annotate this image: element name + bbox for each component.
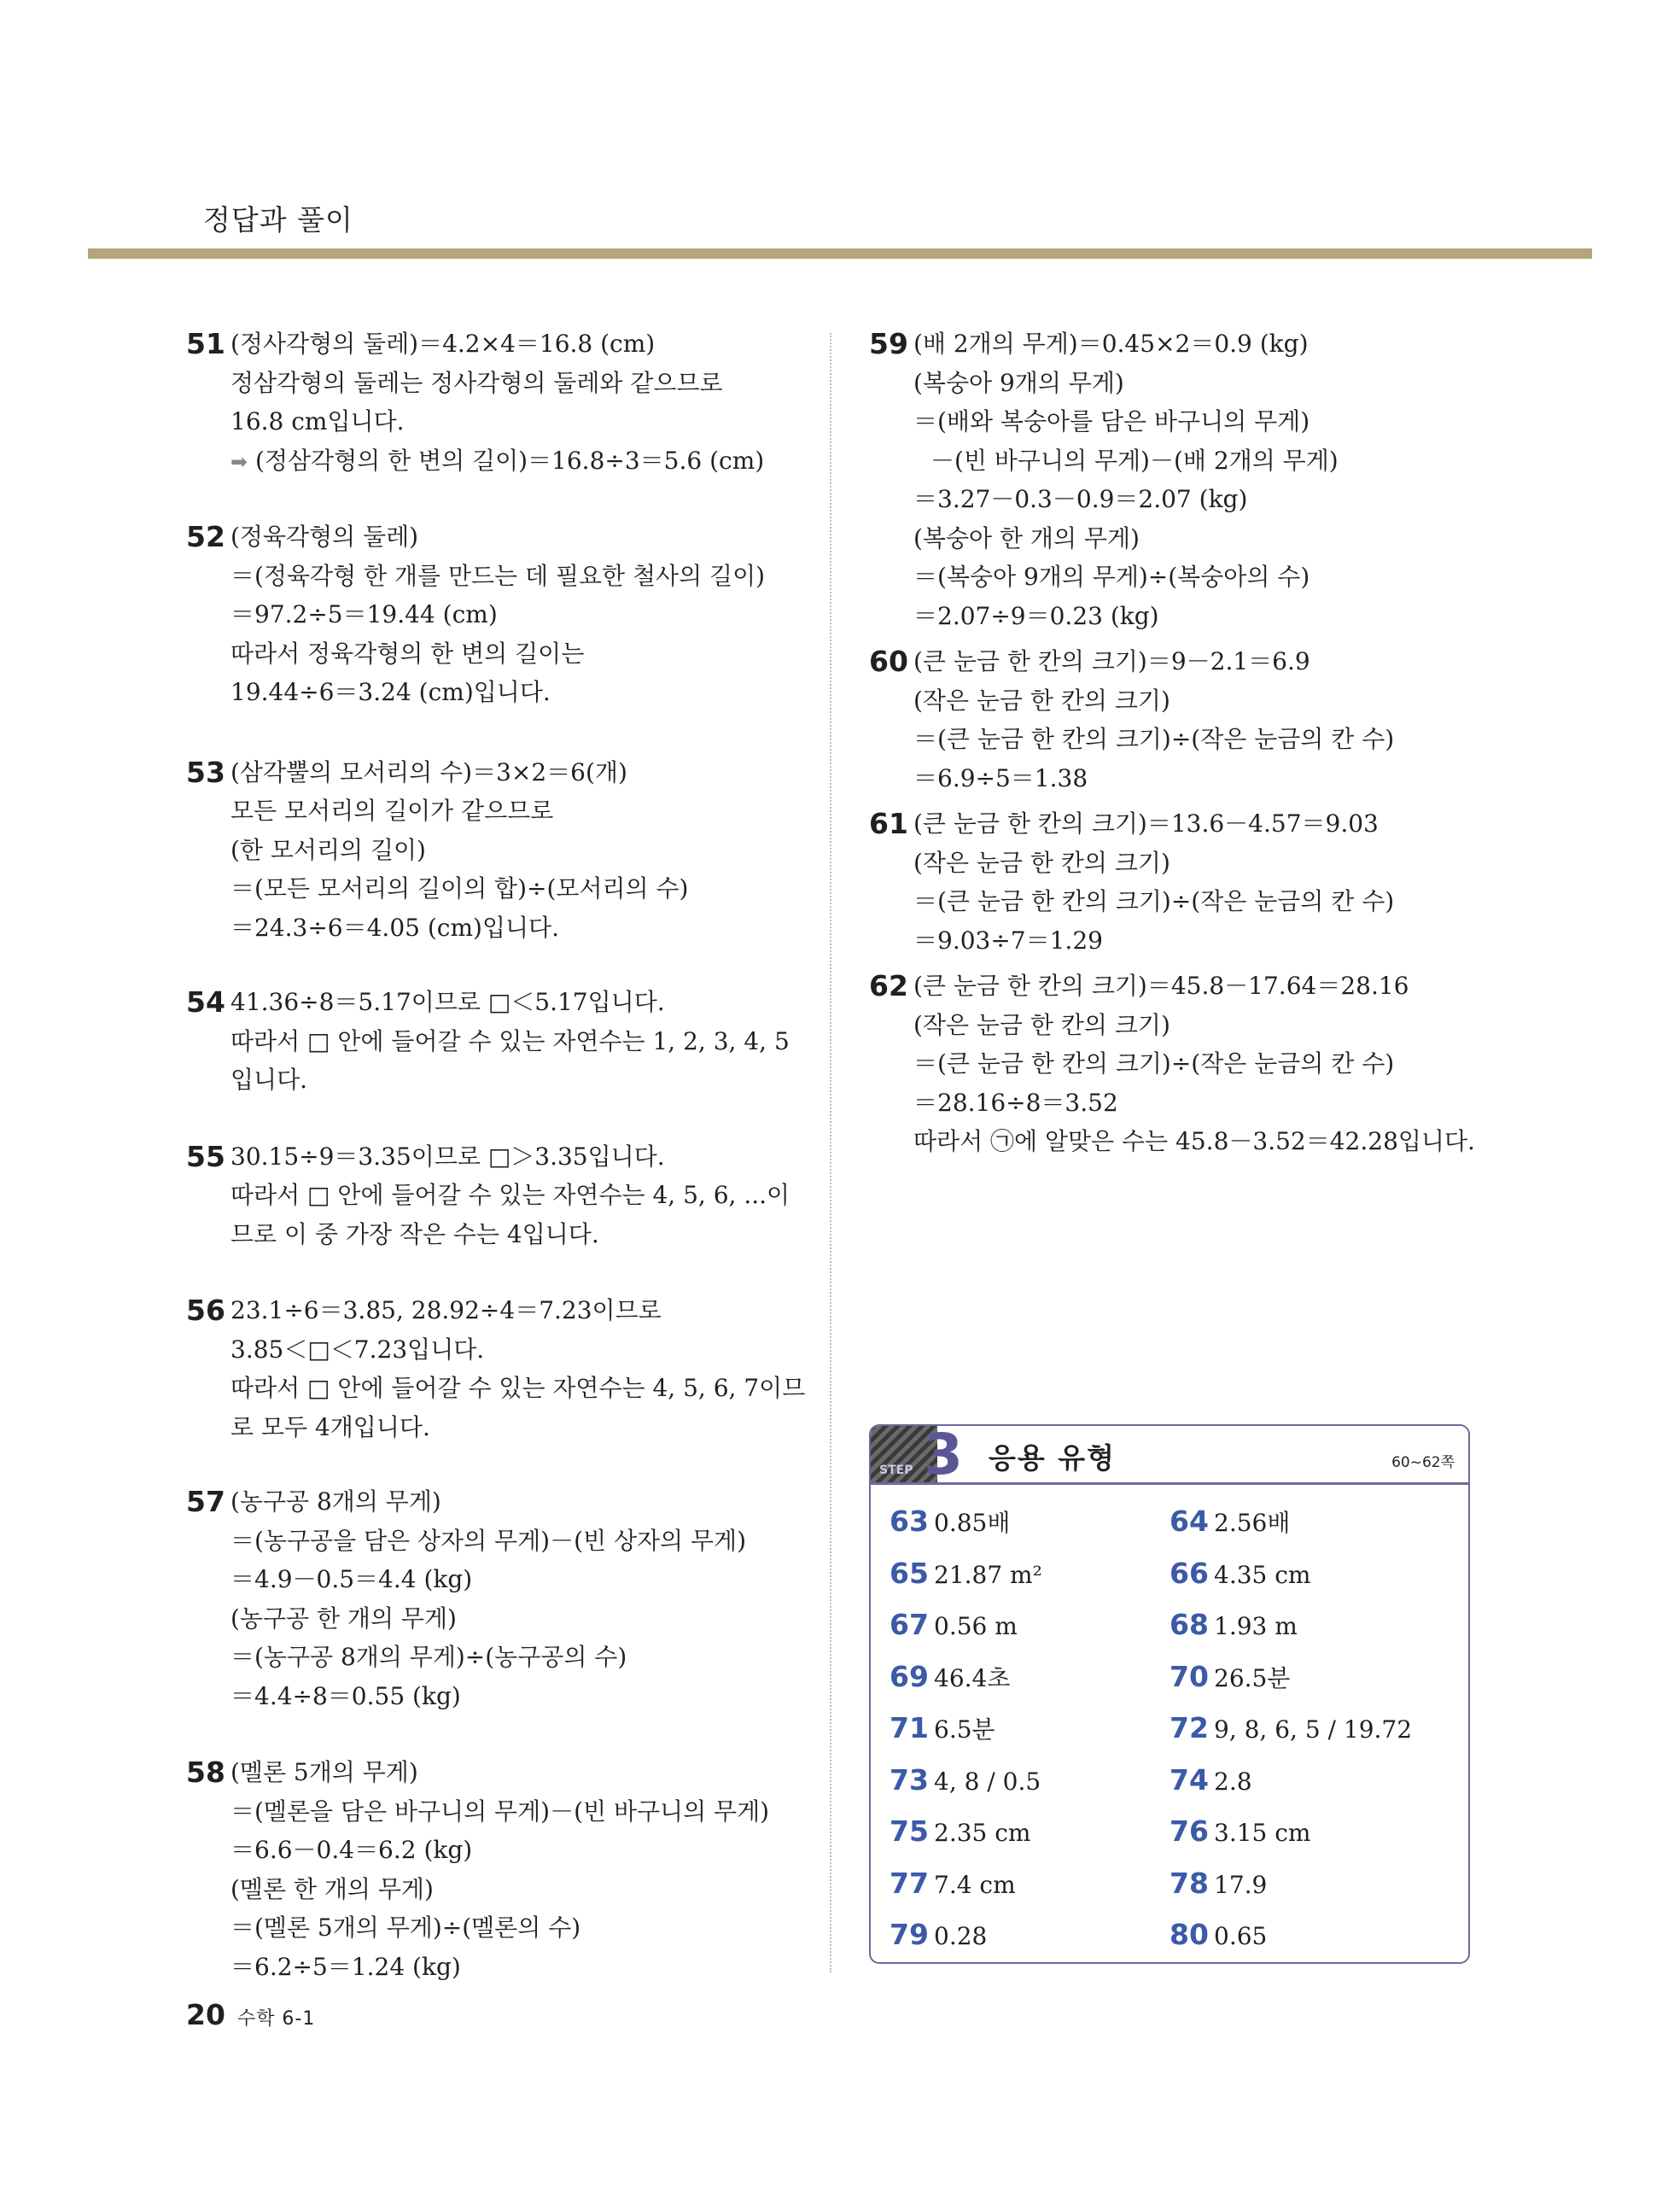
column-divider	[830, 333, 831, 1972]
problem-56	[186, 1291, 818, 1446]
solution-line: ＝(복숭아 9개의 무게)÷(복숭아의 수)	[913, 563, 1310, 591]
problem-number: 61	[869, 807, 908, 840]
section-title: 정답과 풀이	[203, 203, 353, 237]
answer-row	[890, 1709, 1453, 1762]
answer-item	[1170, 1503, 1290, 1542]
answer-value: 2.35 cm	[934, 1819, 1031, 1847]
answer-number: 66	[1170, 1556, 1209, 1590]
answer-value: 0.65	[1214, 1922, 1268, 1950]
solution-line: (작은 눈금 한 칸의 크기)	[913, 686, 1170, 715]
answer-number: 68	[1170, 1608, 1209, 1641]
answer-item	[1170, 1865, 1267, 1904]
solution-line: (농구공 8개의 무게)	[230, 1487, 441, 1516]
solution-line: 3.85＜□＜7.23입니다.	[230, 1335, 485, 1364]
solution-line: 모든 모서리의 길이가 같으므로	[230, 797, 554, 825]
answer-row	[890, 1555, 1453, 1607]
answer-value: 2.56배	[1214, 1509, 1291, 1537]
answer-value: 4.35 cm	[1214, 1560, 1311, 1589]
answer-item	[1170, 1658, 1290, 1697]
problem-60	[869, 642, 1501, 798]
solution-line: 따라서 □ 안에 들어갈 수 있는 자연수는 4, 5, 6, ...이	[230, 1181, 790, 1209]
solution-line	[230, 441, 818, 482]
answer-item	[890, 1555, 1042, 1594]
solution-line: (농구공 한 개의 무게)	[230, 1604, 457, 1633]
solution-line: ＝(배와 복숭아를 담은 바구니의 무게)	[913, 407, 1310, 435]
problem-number: 62	[869, 969, 908, 1002]
answer-value: 0.85배	[934, 1509, 1011, 1537]
solution-line: ＝3.27－0.3－0.9＝2.07 (kg)	[913, 485, 1248, 513]
answer-value: 6.5분	[934, 1715, 995, 1744]
solution-line: (멜론 5개의 무게)	[230, 1758, 418, 1786]
answer-row	[890, 1658, 1453, 1710]
solution-line: ＝(모든 모서리의 길이의 합)÷(모서리의 수)	[230, 874, 689, 903]
answer-row	[890, 1865, 1453, 1917]
answer-item	[890, 1813, 1030, 1852]
solution-line: ＝4.4÷8＝0.55 (kg)	[230, 1681, 461, 1710]
solution-line: ＝24.3÷6＝4.05 (cm)입니다.	[230, 913, 559, 942]
solution-line: (작은 눈금 한 칸의 크기)	[913, 848, 1170, 877]
solution-line: 41.36÷8＝5.17이므로 □＜5.17입니다.	[230, 988, 665, 1016]
solution-line: (큰 눈금 한 칸의 크기)＝9－2.1＝6.9	[913, 647, 1310, 675]
solution-line: 19.44÷6＝3.24 (cm)입니다.	[230, 678, 551, 706]
answer-value: 21.87 m²	[934, 1560, 1042, 1589]
answer-item	[890, 1503, 1010, 1542]
solution-line: 로 모두 4개입니다.	[230, 1412, 430, 1441]
solution-line: (정육각형의 둘레)	[230, 523, 419, 551]
solution-line: (배 2개의 무게)＝0.45×2＝0.9 (kg)	[913, 330, 1309, 358]
arrow-right-icon: ➡	[230, 449, 248, 474]
problem-51	[186, 324, 818, 482]
answer-number: 76	[1170, 1814, 1209, 1848]
problem-number: 60	[869, 645, 908, 678]
answer-row	[890, 1916, 1453, 1964]
answer-number: 75	[890, 1814, 929, 1848]
problem-52	[186, 517, 818, 712]
problem-number: 57	[186, 1485, 225, 1518]
answer-item	[890, 1709, 995, 1749]
answer-item	[1170, 1555, 1310, 1594]
answer-value: 3.15 cm	[1214, 1819, 1311, 1847]
answer-value: 9, 8, 6, 5 / 19.72	[1214, 1715, 1413, 1744]
solution-line: 정삼각형의 둘레는 정사각형의 둘레와 같으므로	[230, 368, 723, 397]
solution-line: 23.1÷6＝3.85, 28.92÷4＝7.23이므로	[230, 1296, 662, 1324]
page-footer	[186, 1998, 315, 2031]
problem-number: 51	[186, 327, 225, 360]
solution-line: (멜론 한 개의 무게)	[230, 1874, 434, 1903]
answer-number: 72	[1170, 1711, 1209, 1744]
page-number: 20	[186, 1998, 225, 2031]
solution-line: ＝(농구공 8개의 무게)÷(농구공의 수)	[230, 1643, 627, 1671]
problem-61	[869, 804, 1501, 960]
answer-value: 0.28	[934, 1922, 988, 1950]
answer-item	[890, 1606, 1018, 1645]
solution-line: 따라서 □ 안에 들어갈 수 있는 자연수는 1, 2, 3, 4, 5	[230, 1026, 790, 1055]
answer-number: 67	[890, 1608, 929, 1641]
header-rule	[88, 248, 1592, 259]
solution-line: ＝(농구공을 담은 상자의 무게)－(빈 상자의 무게)	[230, 1526, 747, 1555]
solution-line: ＝(큰 눈금 한 칸의 크기)÷(작은 눈금의 칸 수)	[913, 887, 1395, 915]
solution-line: ＝6.9÷5＝1.38	[913, 763, 1088, 792]
problem-number: 58	[186, 1756, 225, 1789]
solution-line: ＝28.16÷8＝3.52	[913, 1088, 1118, 1117]
answer-row	[890, 1813, 1453, 1865]
solution-line: 므로 이 중 가장 작은 수는 4입니다.	[230, 1219, 599, 1248]
step3-answer-box	[869, 1424, 1470, 1964]
solution-line: (큰 눈금 한 칸의 크기)＝13.6－4.57＝9.03	[913, 809, 1379, 838]
solution-line: ＝6.6－0.4＝6.2 (kg)	[230, 1836, 473, 1864]
solution-line: ＝97.2÷5＝19.44 (cm)	[230, 600, 498, 628]
step-label: STEP	[879, 1464, 913, 1477]
answer-value: 7.4 cm	[934, 1870, 1016, 1899]
answer-number: 70	[1170, 1659, 1209, 1693]
answer-value: 0.56 m	[934, 1612, 1018, 1640]
page-range: 60~62쪽	[1391, 1454, 1455, 1471]
answer-row	[890, 1762, 1453, 1814]
answer-number: 63	[890, 1504, 929, 1538]
problem-number: 54	[186, 985, 225, 1019]
answer-number: 73	[890, 1762, 929, 1797]
solution-line: ＝4.9－0.5＝4.4 (kg)	[230, 1565, 473, 1593]
problem-59	[869, 324, 1501, 635]
answer-row	[890, 1503, 1453, 1555]
solution-line: ＝9.03÷7＝1.29	[913, 926, 1103, 955]
solution-line: 입니다.	[230, 1066, 308, 1094]
answer-item	[890, 1916, 987, 1955]
problem-58	[186, 1753, 818, 1986]
problem-62	[869, 967, 1501, 1161]
solution-line: (큰 눈금 한 칸의 크기)＝45.8－17.64＝28.16	[913, 972, 1409, 1000]
solution-line: (작은 눈금 한 칸의 크기)	[913, 1010, 1170, 1039]
solution-line: ＝6.2÷5＝1.24 (kg)	[230, 1952, 461, 1981]
answer-value: 26.5분	[1214, 1663, 1291, 1692]
book-title: 수학 6-1	[236, 2008, 316, 2030]
solution-line: ＝2.07÷9＝0.23 (kg)	[913, 601, 1159, 630]
solution-line: 따라서 □ 안에 들어갈 수 있는 자연수는 4, 5, 6, 7이므	[230, 1374, 806, 1402]
solution-line: －(빈 바구니의 무게)－(배 2개의 무게)	[930, 446, 1339, 475]
problem-number: 52	[186, 520, 225, 553]
solution-line: (정사각형의 둘레)＝4.2×4＝16.8 (cm)	[230, 330, 656, 358]
problem-53	[186, 753, 818, 948]
answer-item	[1170, 1709, 1412, 1749]
answer-number: 74	[1170, 1762, 1209, 1797]
answer-number: 80	[1170, 1918, 1209, 1951]
answer-item	[890, 1658, 1010, 1697]
solution-line: 16.8 cm입니다.	[230, 407, 405, 435]
solution-line: ＝(큰 눈금 한 칸의 크기)÷(작은 눈금의 칸 수)	[913, 725, 1395, 753]
solution-line: ＝(멜론 5개의 무게)÷(멜론의 수)	[230, 1913, 581, 1942]
solution-line: ＝(정육각형 한 개를 만드는 데 필요한 철사의 길이)	[230, 561, 766, 590]
answer-value: 2.8	[1214, 1767, 1252, 1796]
step-number: 3	[924, 1424, 963, 1487]
answer-item	[1170, 1916, 1267, 1955]
answer-number: 78	[1170, 1866, 1209, 1900]
step-title: 응용 유형	[989, 1441, 1117, 1475]
answer-item	[1170, 1813, 1310, 1852]
answer-item	[890, 1762, 1041, 1801]
problem-57	[186, 1482, 818, 1715]
answer-item	[1170, 1606, 1298, 1645]
answer-value: 1.93 m	[1214, 1612, 1298, 1640]
answer-number: 65	[890, 1556, 929, 1590]
answer-number: 77	[890, 1866, 929, 1900]
answer-number: 71	[890, 1711, 929, 1744]
solution-line: (복숭아 한 개의 무게)	[913, 523, 1140, 552]
problem-number: 53	[186, 755, 225, 789]
solution-line: 30.15÷9＝3.35이므로 □＞3.35입니다.	[230, 1142, 665, 1171]
solution-line: (한 모서리의 길이)	[230, 835, 426, 864]
answer-number: 64	[1170, 1504, 1209, 1538]
solution-text: (정삼각형의 한 변의 길이)＝16.8÷3＝5.6 (cm)	[255, 446, 765, 475]
problem-number: 55	[186, 1139, 225, 1173]
solution-line: (복숭아 9개의 무게)	[913, 368, 1124, 397]
answer-value: 46.4초	[934, 1663, 1011, 1692]
answer-number: 79	[890, 1918, 929, 1951]
left-column	[186, 324, 818, 1986]
step-header	[871, 1426, 1468, 1485]
solution-line: ＝(멜론을 담은 바구니의 무게)－(빈 바구니의 무게)	[230, 1797, 770, 1826]
answer-value: 17.9	[1214, 1870, 1268, 1899]
answer-row	[890, 1606, 1453, 1658]
right-column	[869, 324, 1501, 1161]
solution-line: 따라서 정육각형의 한 변의 길이는	[230, 639, 585, 668]
answer-item	[1170, 1762, 1252, 1801]
answer-number: 69	[890, 1659, 929, 1693]
problem-number: 56	[186, 1294, 225, 1327]
solution-line: (삼각뿔의 모서리의 수)＝3×2＝6(개)	[230, 757, 627, 786]
solution-line: 따라서 ㉠에 알맞은 수는 45.8－3.52＝42.28입니다.	[913, 1127, 1475, 1155]
problem-54	[186, 983, 818, 1100]
answer-list	[890, 1503, 1453, 1964]
problem-55	[186, 1137, 818, 1254]
answer-item	[890, 1865, 1016, 1904]
problem-number: 59	[869, 327, 908, 360]
solution-line: ＝(큰 눈금 한 칸의 크기)÷(작은 눈금의 칸 수)	[913, 1049, 1395, 1078]
answer-value: 4, 8 / 0.5	[934, 1767, 1041, 1796]
